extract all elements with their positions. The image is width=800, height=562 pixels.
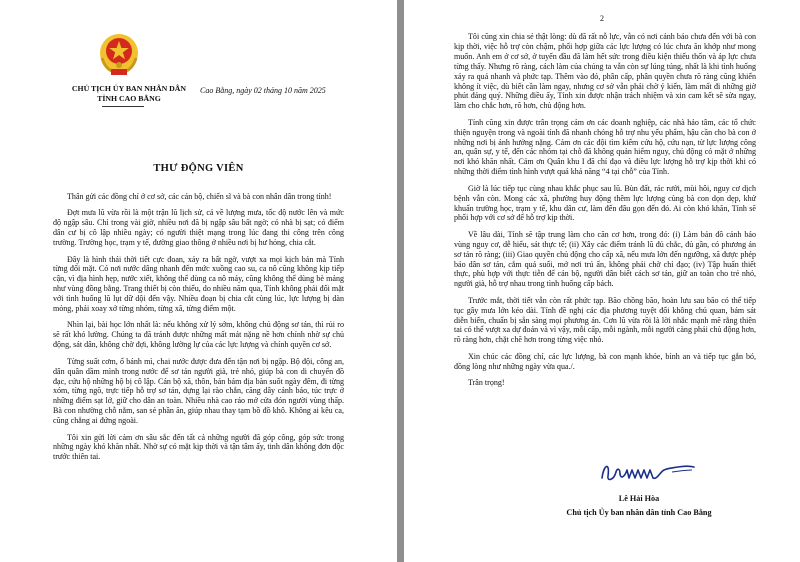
paragraph: Về lâu dài, Tỉnh sẽ tập trung làm cho căn cơ hơn, trong đó: (i) Làm bản đồ cảnh báo vùng nguy cơ, dễ hiểu, sát thực tế; (ii) Xây các điểm tránh lũ đủ chắc, đủ gần, có phương án sơ tán rõ ràng; (iii) Giao quyền chủ động cho cấp xã, nếu mưa lớn đến ngưỡng, xã được phép báo dân sơ tán, cắm quá suối, mở nơi trú ẩn, không phải chờ chỉ đạo; (iv) Tập huấn thiết thực, phù hợp với thực tiễn để cán bộ, người dân biết cách sơ tán, giữ an toàn cho trẻ nhỏ, người già, hỗ trợ nhau trong tình huống cấp bách. bbox=[454, 229, 756, 289]
issuer-underline bbox=[102, 106, 144, 107]
signer-title: Chủ tịch Ủy ban nhân dân tỉnh Cao Bằng bbox=[566, 508, 712, 517]
issue-date: Cao Bằng, ngày 02 tháng 10 năm 2025 bbox=[200, 86, 326, 95]
document-page-1 bbox=[0, 0, 397, 562]
paragraph: Đợt mưa lũ vừa rồi là một trận lũ lịch sử, cả về lượng mưa, tốc độ nước lên và mức độ ngập sâu. Chỉ trong vài giờ, nhiều nơi đã bị ngập sâu bất ngờ; có nhà bị sạt; có điểm dân cư bị cô lập nhiều ngày; có người thiệt mạng trong lúc đang thi công trên công trường. Trường học, trạm y tế, đường giao thông ở nhiều nơi bị hư hỏng, chia cắt. bbox=[53, 208, 344, 248]
paragraph: Tỉnh cũng xin được trân trọng cảm ơn các doanh nghiệp, các nhà hảo tâm, các tổ chức thiện nguyện trong và ngoài tỉnh đã nhanh chóng hỗ trợ nhu yếu phẩm, hậu cần cho bà con ở những nơi bị ảnh hưởng nặng. Cảm ơn các đội tìm kiếm cứu hộ, cứu nạn, từ lực lượng công an, quân sự, y tế, đến các nhóm tại chỗ đã không quản hiểm nguy, chủ động có mặt ở những nơi khó khăn nhất. Cảm ơn Quân khu I đã chỉ đạo và điều lực lượng hỗ trợ kịp thời khi có những thời điểm tình hình vượt quá khả năng “4 tại chỗ” của Tỉnh. bbox=[454, 117, 756, 177]
signature-icon bbox=[594, 458, 704, 486]
closing-line: Trân trọng! bbox=[468, 378, 505, 388]
page-number: 2 bbox=[600, 14, 604, 23]
document-page-2 bbox=[404, 0, 800, 562]
page-1-body bbox=[53, 192, 344, 469]
issuer-line-1: CHỦ TỊCH ỦY BAN NHÂN DÂN bbox=[71, 84, 187, 93]
issuer-heading bbox=[54, 84, 204, 104]
signer-name: Lê Hải Hòa bbox=[618, 494, 660, 503]
paragraph: Giờ là lúc tiếp tục cùng nhau khắc phục sau lũ. Bùn đất, rác rưởi, mùi hôi, nguy cơ dịch bệnh vẫn còn. Mong các xã, phường huy động thêm lực lượng cùng bà con dọn dẹp, khử khuẩn trường học, trạm y tế, khu dân cư, làm đến đâu gọn đến đó. Ai còn khó khăn, Tỉnh sẽ phối hợp với cơ sở để hỗ trợ kịp thời. bbox=[454, 183, 756, 223]
paragraph: Đây là hình thái thời tiết cực đoan, xảy ra bất ngờ, vượt xa mọi kịch bản mà Tỉnh từng đối mặt. Có nơi nước dâng nhanh đến mức xuồng cao su, ca nô cũng không kịp tiếp cận, vì địa hình hẹp, nước xiết, không thể dùng ca nô máy, cũng không thể dùng bè mảng như vùng đồng bằng. Trang thiết bị còn thiếu, do nhiều năm qua, Tỉnh không phải đối mặt với tình huống lũ lụt dữ dội đến vậy. Nhiều đoạn bị chia cắt cùng lúc, lực lượng bị dàn mỏng, phải xoay xở từng nhóm, từng xã, từng điểm một. bbox=[53, 254, 344, 314]
paragraph: Thân gửi các đồng chí ở cơ sở, các cán bộ, chiến sĩ và bà con nhân dân trong tỉnh! bbox=[67, 192, 332, 201]
issuer-line-2: TỈNH CAO BẰNG bbox=[97, 94, 161, 103]
paragraph: Tôi cũng xin chia sẻ thật lòng: dù đã rất nỗ lực, vẫn có nơi cảnh báo chưa đến với bà con kịp thời, việc hỗ trợ còn chậm, phối hợp giữa các lực lượng có lúc chưa ăn khớp như mong muốn. Anh em ở cơ sở, ở tuyến đầu đã làm hết sức trong điều kiện thiếu thốn và áp lực chưa từng thấy. Nhưng rõ ràng, cách làm của chúng ta vẫn còn sự lúng túng, nhất là khi tình huống xảy ra quá nhanh và phức tạp. Thêm vào đó, phân cấp, phân quyền chưa rõ ràng cũng khiến không ít việc, dù biết cần làm ngay, nhưng cơ sở vẫn phải chờ ý kiến, làm mất đi những giờ phút đáng quý. Những điều ấy, Tỉnh xin được nhận trách nhiệm và xin cam kết sẽ sửa ngay, làm cho chắc hơn, rõ hơn, chủ động hơn. bbox=[454, 32, 756, 111]
national-emblem-icon bbox=[96, 32, 142, 76]
paragraph: Tôi xin gửi lời cảm ơn sâu sắc đến tất cả những người đã góp công, góp sức trong những ngày khó khăn nhất. Nhờ sự có mặt kịp thời và tận tâm ấy, tinh dân không đơn độc trước thiên tai. bbox=[53, 432, 344, 462]
paragraph: Xin chúc các đồng chí, các lực lượng, bà con mạnh khỏe, bình an và tiếp tục gắn bó, đồng lòng như những ngày vừa qua./. bbox=[454, 351, 756, 371]
paragraph: Từng suất cơm, ổ bánh mì, chai nước được đưa đến tận nơi bị ngập. Bộ đội, công an, dân quân dầm mình trong nước để sơ tán người già, trẻ nhỏ, giúp bà con di chuyển đồ đạc, cứu hộ những hộ bị cô lập. Cán bộ xã, thôn, bản bám địa bàn suốt ngày đêm, đi từng xóm, từng ngõ, trực tiếp hỗ trợ sơ tán, dựng lại rào chắn, căng dây cảnh báo, túc trực ở những điểm sạt lở, giữ cho dân an toàn. Nhiều nhà cao ráo mở cửa đón người vùng thấp. Bà con nhường chỗ nằm, san sẻ phần ăn, giúp nhau thay tạm bồ đồ khô. Không ai kêu ca, cũng chẳng ai đứng ngoài. bbox=[53, 356, 344, 426]
letter-title: THƯ ĐỘNG VIÊN bbox=[153, 163, 244, 174]
paragraph: Nhìn lại, bài học lớn nhất là: nếu không xử lý sớm, không chủ động sơ tán, thì rủi ro sẽ rất khó lường. Chúng ta đã tránh được những mất mát nặng nề hơn chính nhờ sự chủ động, sát dân, không chờ đợi, không lường lự của các lực lượng và chính quyền cơ sở. bbox=[53, 320, 344, 350]
page-2-body bbox=[454, 32, 756, 395]
paragraph: Trước mắt, thời tiết vẫn còn rất phức tạp. Bão chồng bão, hoàn lưu sau bão có thể tiếp tục gây mưa lớn kéo dài. Tỉnh đề nghị các địa phương tuyệt đối không chủ quan, bám sát diễn biến, chuẩn bị sẵn sàng mọi phương án. Cơn lũ vừa rồi là lời nhắc mạnh mẽ rằng thiên tai có thể vượt xa dự đoán và vì vậy, mỗi cấp, mỗi ngành, mỗi người càng phải chủ động hơn, rõ ràng hơn, chặt chẽ hơn trong từng việc nhỏ. bbox=[454, 295, 756, 345]
